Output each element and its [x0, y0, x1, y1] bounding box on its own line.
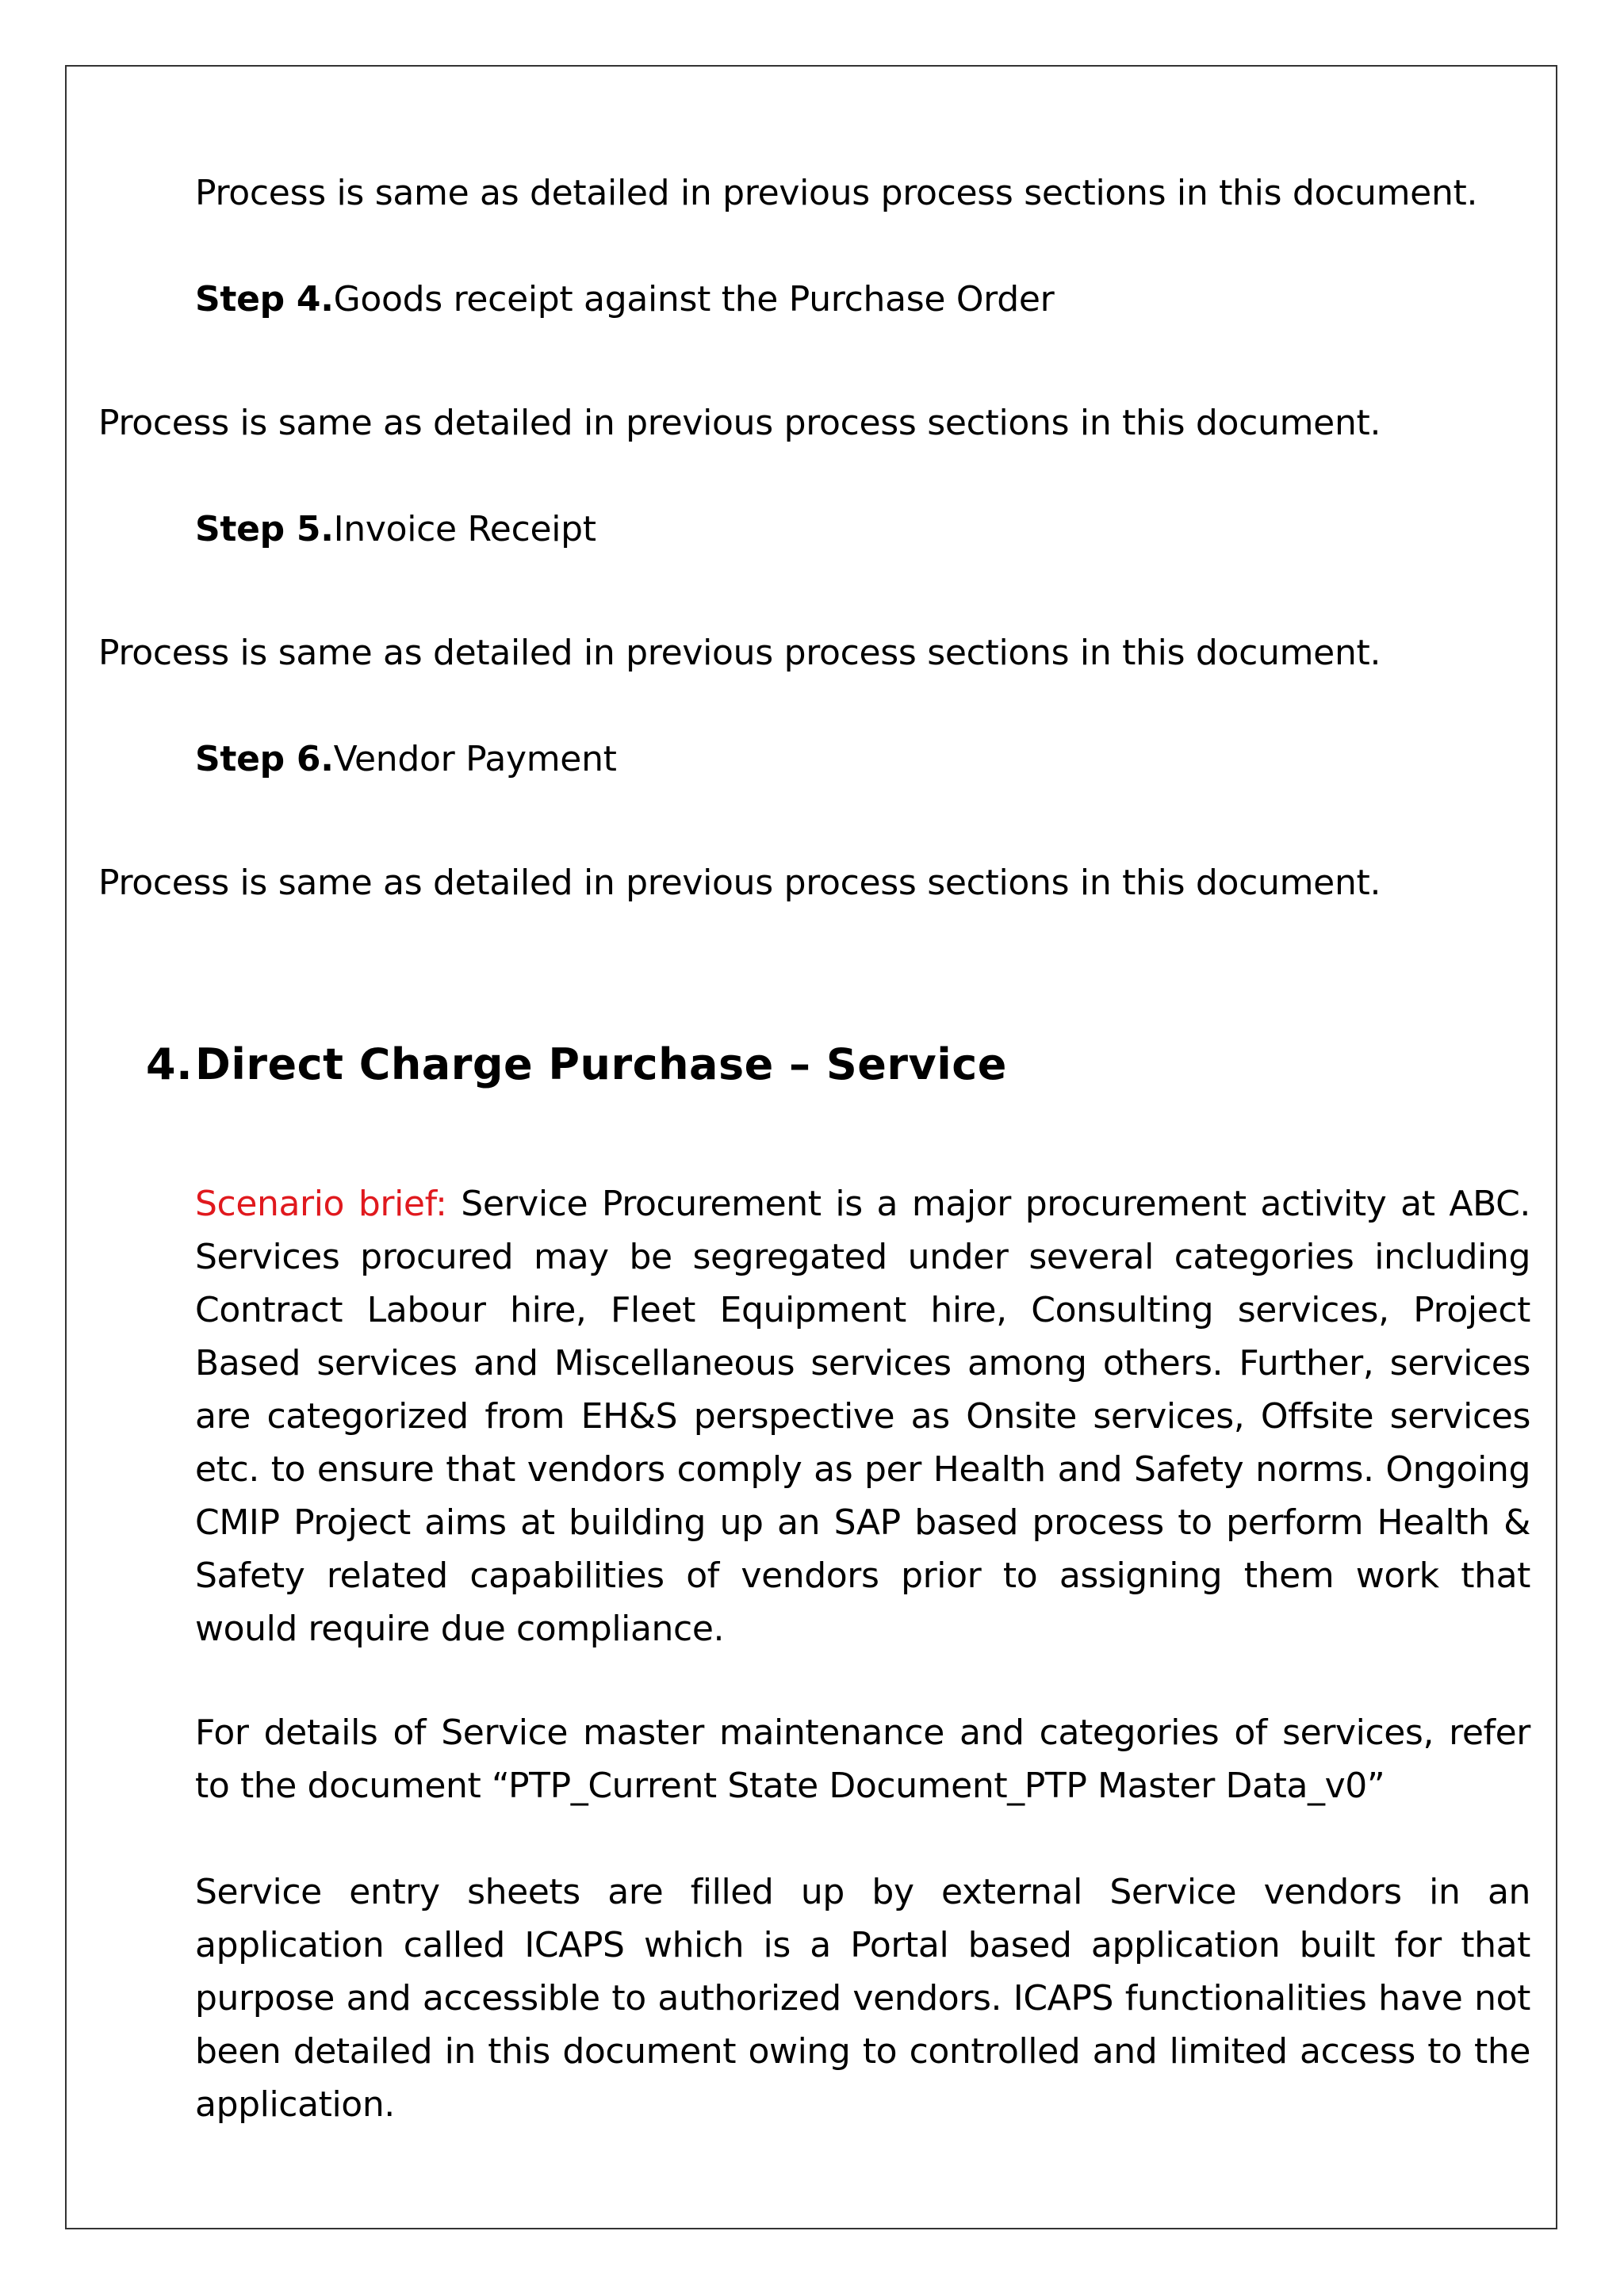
section-heading — [146, 1039, 1007, 1089]
step-4-heading — [195, 279, 1055, 320]
section-title: Direct Charge Purchase – Service — [195, 1039, 1007, 1089]
scenario-text: Service Procurement is a major procurement activity at ABC. Services procured may be segregated under several categories including Contract Labour hire, Fleet Equipment hire, Consulting services, Project Based services and Miscellaneous services among others. Further, services are categorized from EH&S perspective as Onsite services, Offsite services etc. to ensure that vendors comply as per Health and Safety norms. Ongoing CMIP Project aims at building up an SAP based process to perform Health & Safety related capabilities of vendors prior to assigning them work that would require due compliance. — [195, 1184, 1530, 1649]
scenario-paragraph — [195, 1177, 1530, 1655]
step-4-label: Step 4. — [195, 279, 334, 320]
process-note-2: Process is same as detailed in previous process sections in this document. — [98, 403, 1381, 443]
step-6-label: Step 6. — [195, 739, 334, 779]
step-4-title: Goods receipt against the Purchase Order — [333, 279, 1055, 320]
scenario-label: Scenario brief: — [195, 1184, 447, 1224]
step-6-heading — [195, 739, 617, 779]
process-note-1: Process is same as detailed in previous process sections in this document. — [195, 173, 1478, 213]
step-5-title: Invoice Receipt — [333, 509, 596, 549]
service-master-paragraph: For details of Service master maintenance and categories of services, refer to the document “PTP_Current State Document_PTP Master Data_v0” — [195, 1712, 1530, 1806]
step-5-heading — [195, 509, 596, 549]
process-note-4: Process is same as detailed in previous process sections in this document. — [98, 863, 1381, 903]
icaps-paragraph: Service entry sheets are filled up by external Service vendors in an application called ICAPS which is a Portal based application built for that purpose and accessible to authorized vendors. ICAPS functionalities have not been detailed in this document owing to controlled and limited access to the application. — [195, 1872, 1530, 2125]
step-5-label: Step 5. — [195, 509, 334, 549]
process-note-3: Process is same as detailed in previous process sections in this document. — [98, 633, 1381, 673]
section-number: 4. — [146, 1039, 193, 1089]
step-6-title: Vendor Payment — [333, 739, 617, 779]
